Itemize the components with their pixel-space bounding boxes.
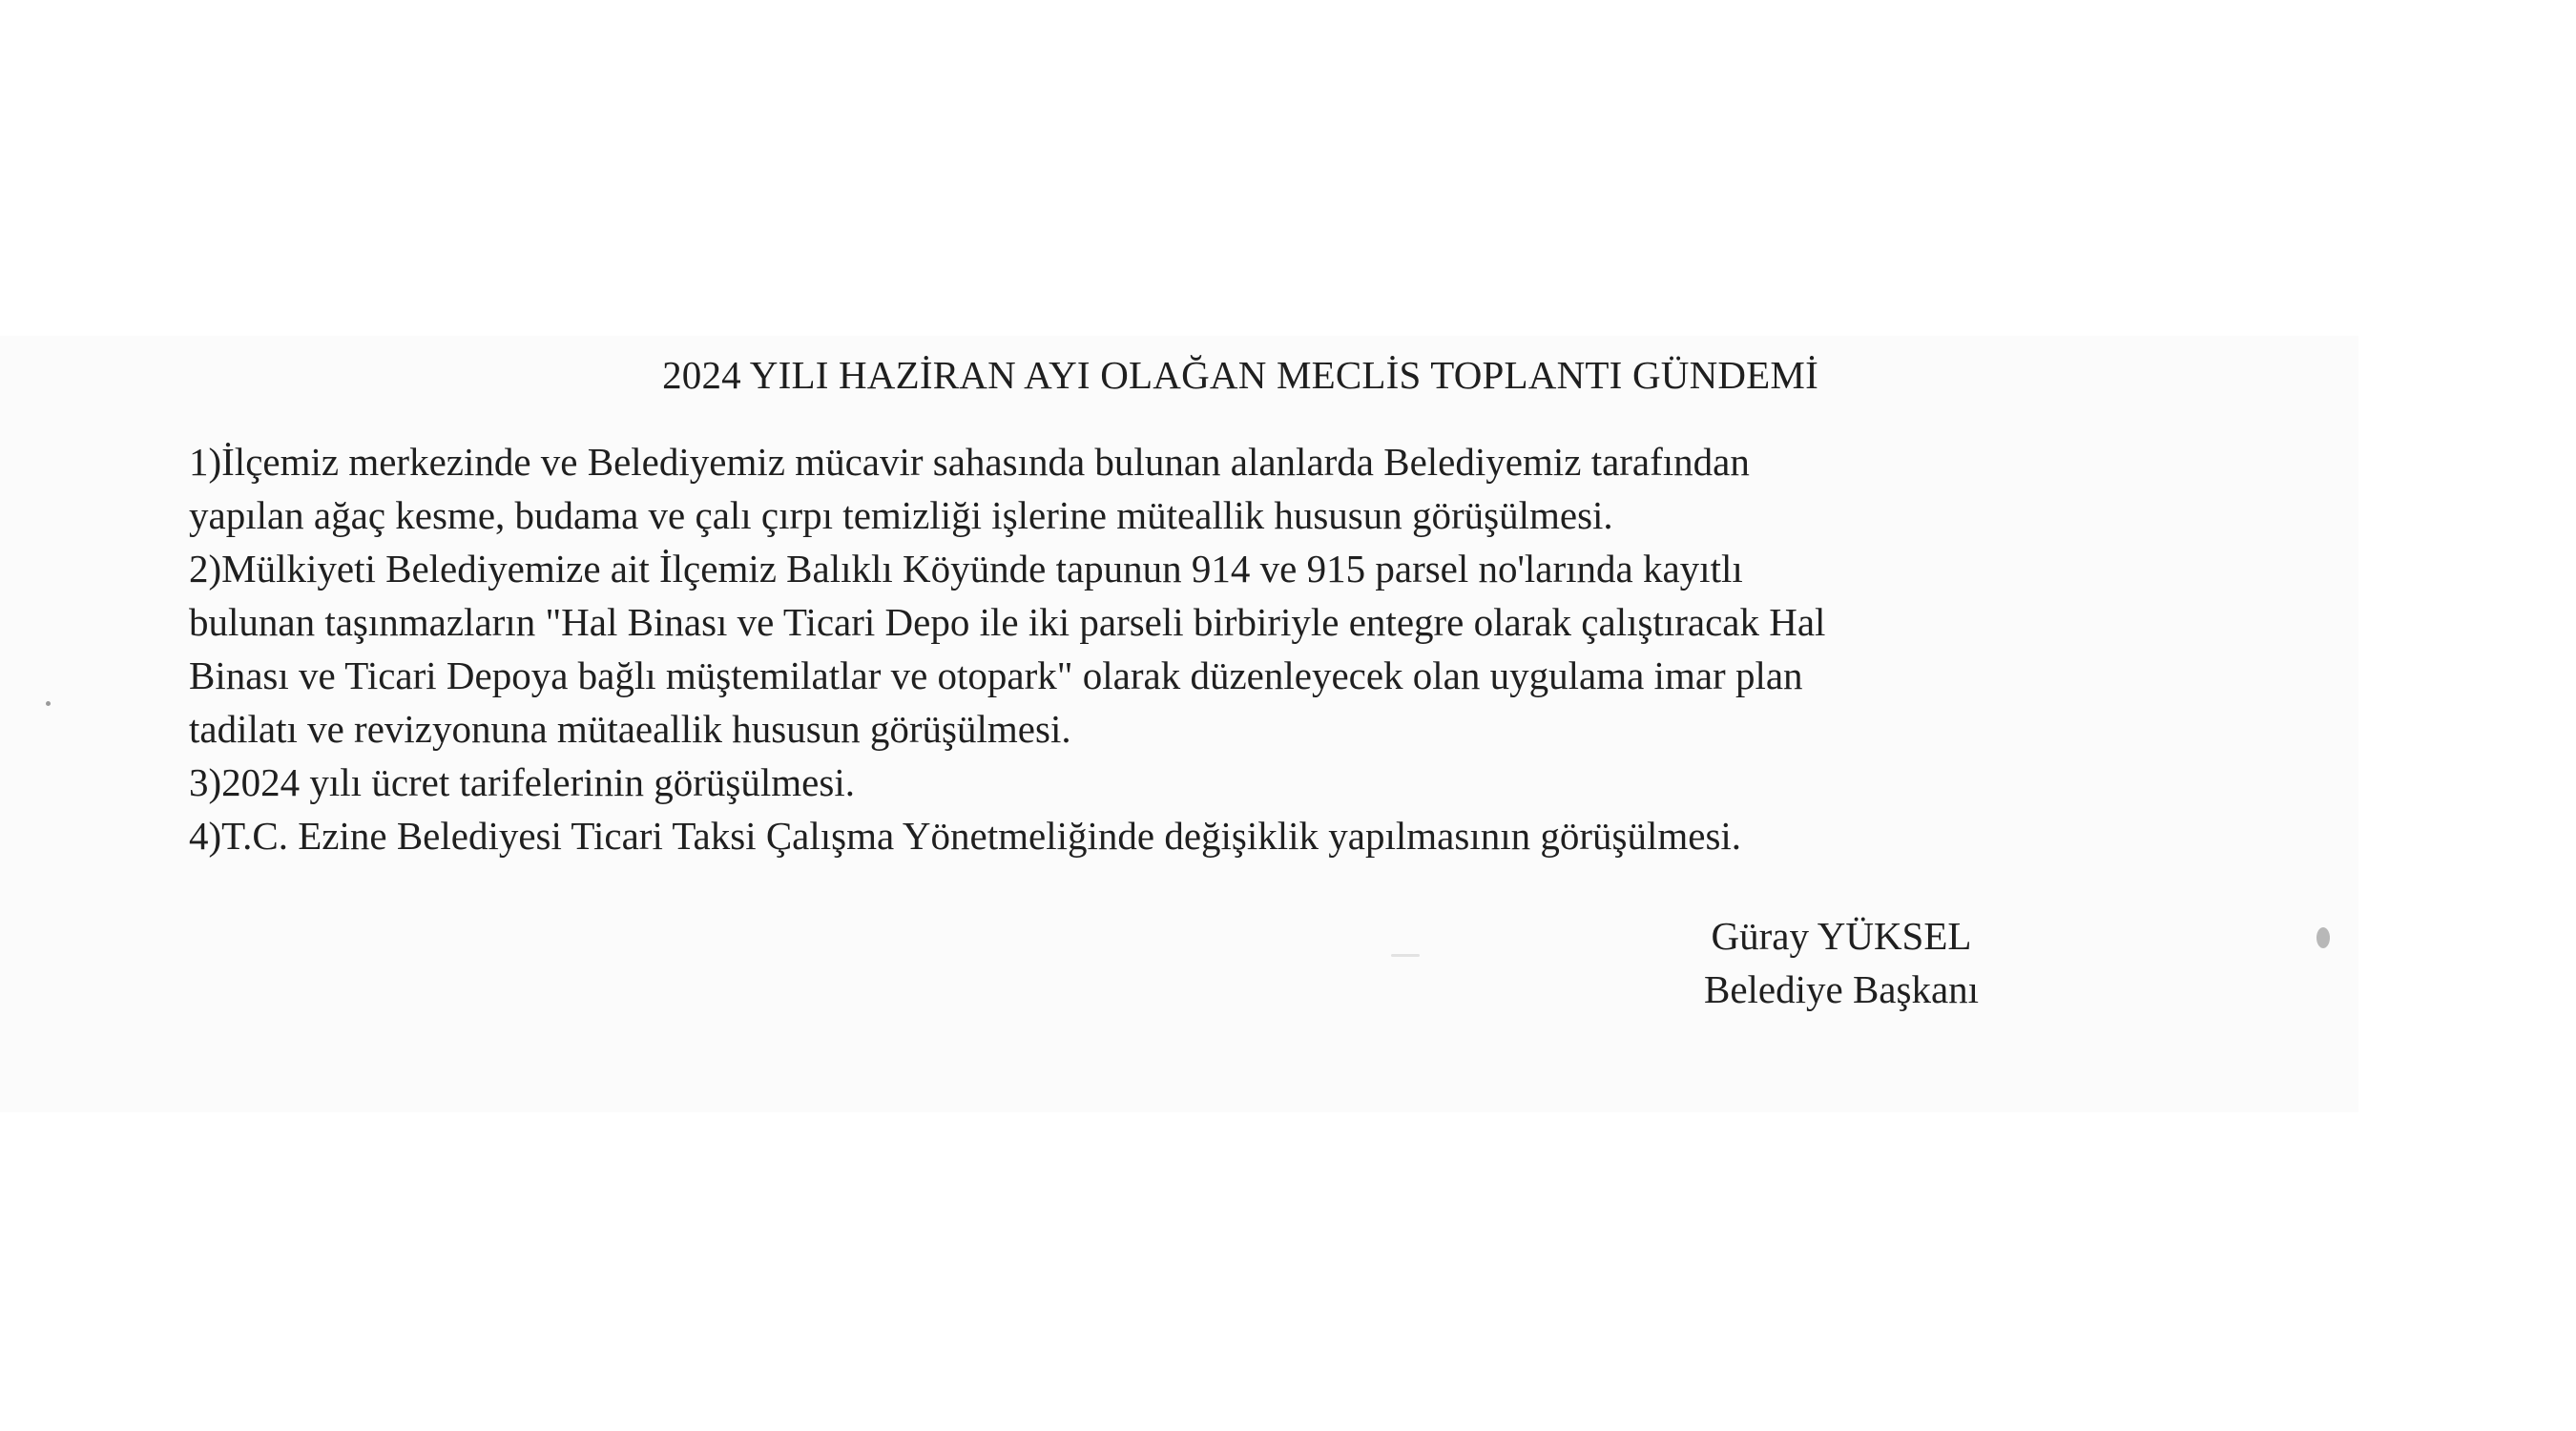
agenda-line: 4)T.C. Ezine Belediyesi Ticari Taksi Çalışma Yönetmeliğinde değişiklik yapılmasının görüşülmesi. [189, 814, 1742, 858]
agenda-line: 2)Mülkiyeti Belediyemize ait İlçemiz Balıklı Köyünde tapunun 914 ve 915 parsel no'larında kayıtlı [189, 547, 1743, 591]
agenda-line: 3)2024 yılı ücret tarifelerinin görüşülmesi. [189, 760, 855, 804]
agenda-line: bulunan taşınmazların "Hal Binası ve Ticari Depo ile iki parseli birbiriyle entegre olarak çalıştıracak Hal [189, 600, 1826, 644]
document-title: 2024 YILI HAZİRAN AYI OLAĞAN MECLİS TOPLANTI GÜNDEMİ [662, 353, 1818, 397]
signatory-title: Belediye Başkanı [1703, 967, 1980, 1011]
scan-speck [1391, 954, 1420, 957]
scan-speck [2316, 927, 2330, 948]
agenda-line: 1)İlçemiz merkezinde ve Belediyemiz mücavir sahasında bulunan alanlarda Belediyemiz tarafından [189, 440, 1750, 484]
agenda-line: Binası ve Ticari Depoya bağlı müştemilatlar ve otopark" olarak düzenleyecek olan uygulama imar plan [189, 653, 1803, 697]
signatory-name: Güray YÜKSEL [1711, 914, 1972, 958]
signature-block [1660, 909, 2023, 1016]
agenda-line: yapılan ağaç kesme, budama ve çalı çırpı temizliği işlerine müteallik hususun görüşülmesi. [189, 493, 1613, 537]
agenda-body [189, 435, 2345, 862]
agenda-line: tadilatı ve revizyonuna mütaeallik hususun görüşülmesi. [189, 707, 1071, 751]
scan-speck [46, 701, 51, 706]
